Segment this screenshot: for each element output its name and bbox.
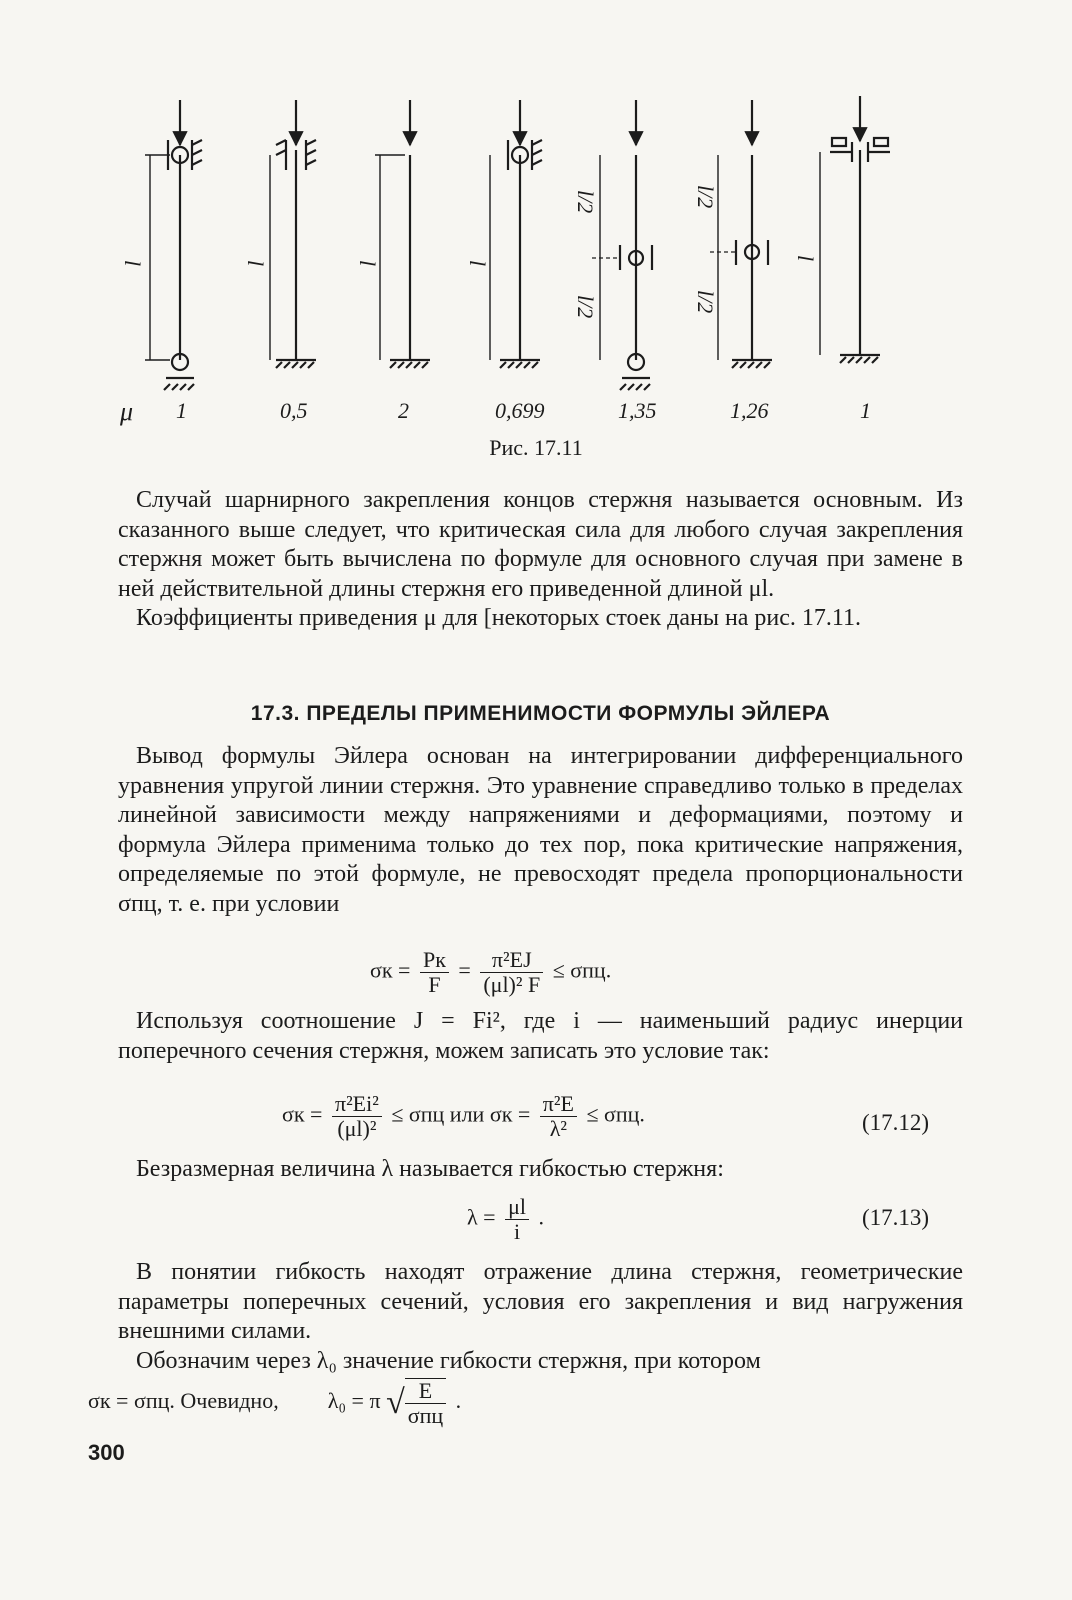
formula-3-num: μl	[505, 1195, 529, 1220]
equation-number-17-13: (17.13)	[862, 1205, 930, 1230]
paragraph-6: В понятии гибкость находят отражение длина стержня, геометрические параметры поперечных сечений, условия его закрепления и вид нагружения внешними силами.	[118, 1259, 963, 1344]
formula-1-den-1: F	[428, 972, 441, 997]
paragraph-6-block	[118, 1258, 963, 1376]
formula-lambda-zero	[88, 1378, 461, 1428]
column-1	[145, 100, 202, 390]
half-length-label: l/2	[693, 290, 718, 314]
formula-2-mid: ≤ σпц или σк =	[391, 1101, 531, 1127]
coefficient-2: 0,5	[280, 398, 308, 423]
formula-2-num-2: π²E	[540, 1092, 577, 1117]
formula-4-mid: λ₀ = π	[327, 1388, 381, 1414]
length-label: l	[355, 260, 380, 267]
formula-2-rhs: ≤ σпц.	[586, 1101, 645, 1127]
half-length-label: l/2	[573, 295, 598, 319]
formula-4-rhs: .	[455, 1388, 462, 1414]
formula-1-eq: =	[458, 957, 471, 983]
formula-critical-stress	[370, 948, 611, 997]
mu-label: μ	[120, 397, 134, 426]
length-label: l	[243, 260, 268, 267]
coefficient-1: 1	[176, 398, 187, 423]
formula-2-num-1: π²Ei²	[332, 1092, 382, 1117]
equation-number-17-12: (17.12)	[862, 1110, 930, 1135]
paragraph-4-block	[118, 1007, 963, 1066]
formula-2-frac-1	[332, 1092, 382, 1141]
column-5	[592, 100, 652, 390]
formula-17-13	[467, 1195, 544, 1244]
formula-3-lhs: λ =	[467, 1204, 496, 1230]
coefficient-4: 0,699	[495, 398, 545, 423]
coefficient-6: 1,26	[730, 398, 769, 423]
formula-1-lhs: σк =	[370, 957, 411, 983]
column-2	[270, 100, 316, 368]
formula-1-num-1: Pк	[420, 948, 449, 973]
formula-4-frac	[405, 1378, 446, 1428]
half-length-label: l/2	[573, 190, 598, 214]
paragraph-2: Коэффициенты приведения μ для [некоторых стоек даны на рис. 17.11.	[136, 605, 862, 631]
coefficient-5: 1,35	[618, 398, 657, 423]
length-label: l	[120, 260, 145, 267]
formula-2-frac-2	[540, 1092, 577, 1141]
formula-2-den-2: λ²	[549, 1116, 567, 1141]
paragraph-3: Вывод формулы Эйлера основан на интегрировании дифференциального уравнения упругой линии стержня. Это уравнение справедливо только в пределах линейной зависимости между напряжениями и деформациями, поэтому и формула Эйлера применима только до тех пор, пока критические напряжения, определяемые по этой формуле, не превосходят предела пропорциональности σпц, т. е. при условии	[118, 743, 963, 917]
paragraph-3-block	[118, 742, 963, 919]
paragraph-7: Обозначим через λ₀ значение гибкости стержня, при котором	[136, 1347, 761, 1374]
formula-4-num: E	[405, 1379, 446, 1404]
paragraph-5-block	[118, 1155, 963, 1185]
sqrt-sign: √	[386, 1384, 405, 1421]
paragraph-4: Используя соотношение J = Fi², где i — наименьший радиус инерции поперечного сечения стержня, можем записать это условие так:	[118, 1008, 963, 1064]
column-7	[820, 96, 890, 363]
formula-17-12	[282, 1092, 645, 1141]
length-label: l	[793, 255, 818, 262]
figure-caption: Рис. 17.11	[489, 435, 583, 460]
page-number: 300	[88, 1440, 125, 1465]
formula-3-frac	[505, 1195, 529, 1244]
formula-3-den: i	[513, 1219, 521, 1244]
paragraph-1: Случай шарнирного закрепления концов стержня называется основным. Из сказанного выше следует, что критическая сила для любого случая закрепления стержня может быть вычислена по формуле для основного случая при замене в ней действительной длины стержня его приведенной длиной μl.	[118, 487, 963, 602]
formula-1-frac-2	[480, 948, 543, 997]
formula-1-frac-1	[420, 948, 449, 997]
formula-1-rhs: ≤ σпц.	[552, 957, 612, 983]
formula-3-rhs: .	[538, 1204, 544, 1230]
column-6	[710, 100, 772, 368]
buckling-support-figure	[0, 0, 1072, 480]
column-4	[490, 100, 542, 368]
length-label: l	[465, 260, 490, 267]
coefficient-3: 2	[398, 398, 409, 423]
paragraph-5: Безразмерная величина λ называется гибкостью стержня:	[136, 1156, 724, 1182]
column-3	[375, 100, 430, 368]
coefficient-7: 1	[860, 398, 871, 423]
formula-1-den-2: (μl)² F	[483, 972, 541, 997]
section-heading: 17.3. ПРЕДЕЛЫ ПРИМЕНИМОСТИ ФОРМУЛЫ ЭЙЛЕРА	[250, 702, 831, 725]
half-length-label: l/2	[693, 185, 718, 209]
paragraph-1-block	[118, 486, 963, 634]
formula-2-lhs: σк =	[282, 1101, 323, 1127]
formula-2-den-1: (μl)²	[337, 1116, 377, 1141]
formula-1-num-2: π²EJ	[480, 948, 543, 973]
formula-4-den: σпц	[407, 1403, 444, 1428]
formula-4-lhs: σк = σпц. Очевидно,	[88, 1388, 279, 1414]
